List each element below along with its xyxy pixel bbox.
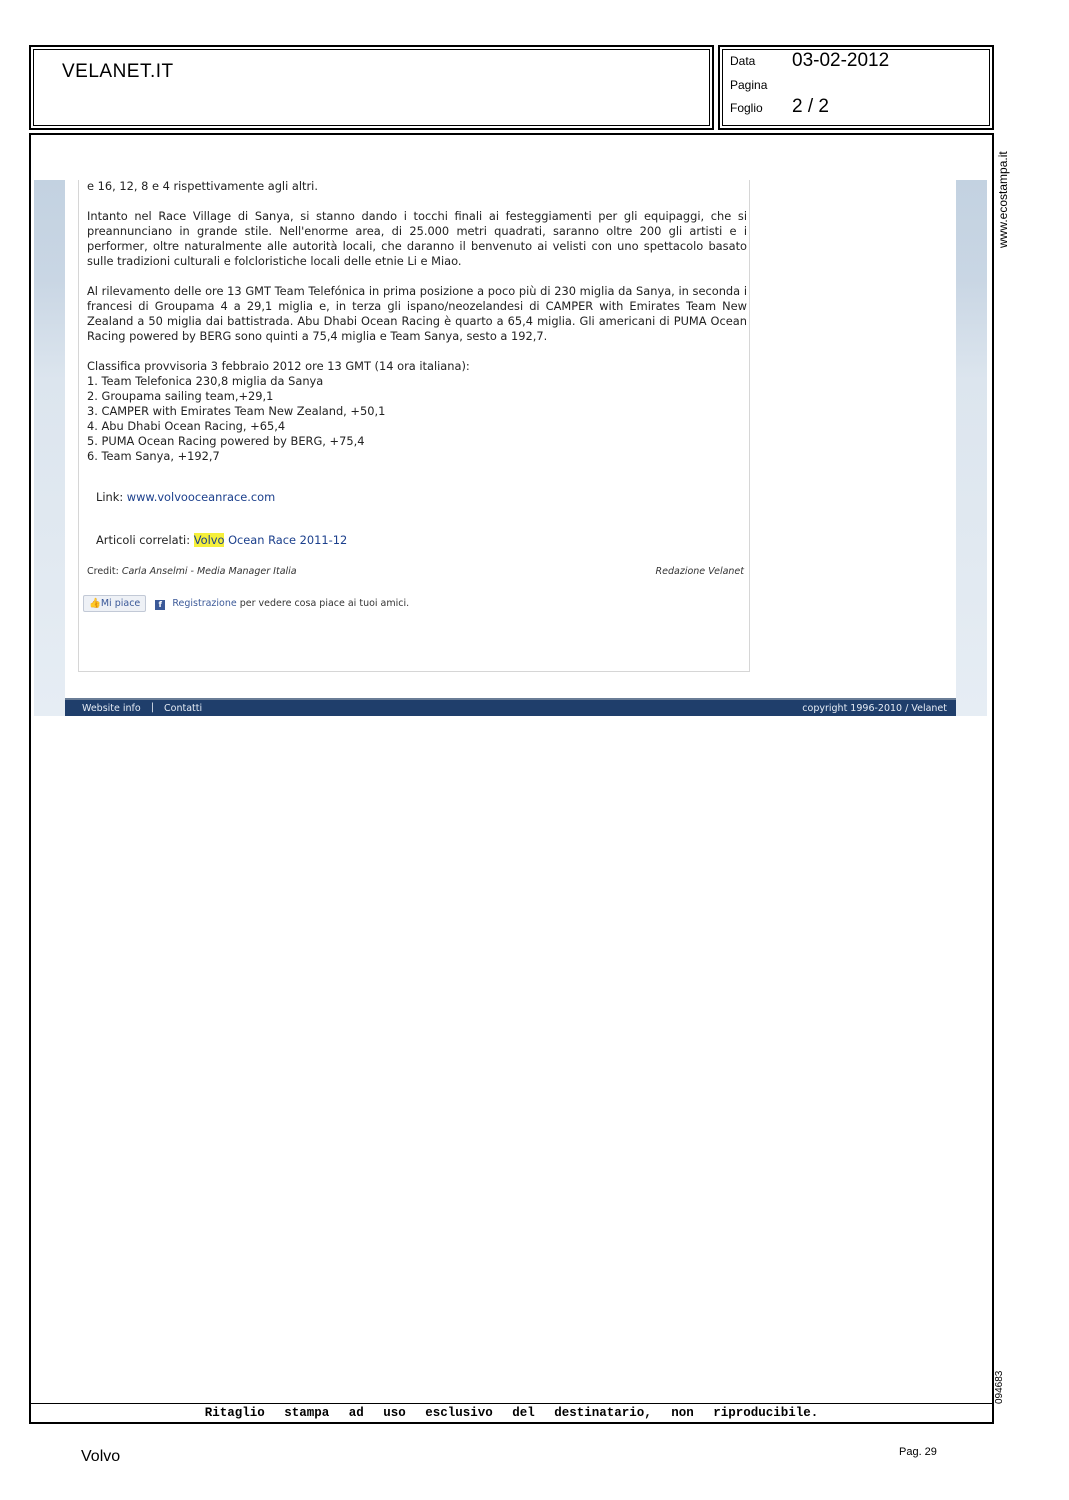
article-paragraph-1: Intanto nel Race Village di Sanya, si stanno dando i tocchi finali ai festeggiamenti per gli equipaggi, che si preannunciano in grande stile. Nell'enorme area, di 25.000 metri quadrati, saranno oltre 200 gli artisti e i performer, oltre naturalmente alle autorità locali, che daranno il benvenuto ai velisti con uno spettacolo basato sulle tradizioni culturali e folcloristiche locali delle etnie Li e Miao. <box>87 209 747 268</box>
side-url-text: www.ecostampa.it <box>996 151 1010 248</box>
article-text <box>87 180 747 464</box>
data-value: 03-02-2012 <box>792 50 890 71</box>
facebook-like-row <box>83 595 409 612</box>
keyword-label: Volvo <box>81 1448 121 1465</box>
link-label: Link: <box>96 490 124 504</box>
credit-row <box>87 566 744 577</box>
site-footer <box>65 698 956 716</box>
data-label: Data <box>730 54 756 68</box>
list-item: 1. Team Telefonica 230,8 miglia da Sanya <box>87 374 324 388</box>
list-item: 2. Groupama sailing team,+29,1 <box>87 389 274 403</box>
list-item: 6. Team Sanya, +192,7 <box>87 449 220 463</box>
web-clipping <box>34 180 987 716</box>
list-item: 3. CAMPER with Emirates Team New Zealand, +50,1 <box>87 404 386 418</box>
pagina-label: Pagina <box>730 78 768 92</box>
like-label: Mi piace <box>100 598 141 609</box>
volvo-ocean-race-link[interactable]: www.volvooceanrace.com <box>126 490 276 504</box>
standings-title: Classifica provvisoria 3 febbraio 2012 ore 13 GMT (14 ora italiana): <box>87 359 470 373</box>
right-background-strip <box>956 180 987 716</box>
disclaimer-bar <box>31 1403 992 1422</box>
list-item: 5. PUMA Ocean Racing powered by BERG, +75,4 <box>87 434 365 448</box>
article-paragraph-2: Al rilevamento delle ore 13 GMT Team Telefónica in prima posizione a poco più di 230 miglia da Sanya, in seconda i francesi di Groupama 4 a 29,1 miglia e, in terza gli ispano/neozelandesi di CAMPER with Emirates Team New Zealand a 50 miglia dai battistrada. Abu Dhabi Ocean Racing è quarto a 65,4 miglia. Gli americani di PUMA Ocean Racing powered by BERG sono quinti a 75,4 miglia e Team Sanya, sesto a 192,7. <box>87 284 747 343</box>
header-meta-box <box>718 45 994 130</box>
disclaimer-text: Ritaglio stampa ad uso esclusivo del destinatario, non riproducibile. <box>204 1406 819 1420</box>
footer-separator: | <box>151 702 155 713</box>
publication-name: VELANET.IT <box>62 61 174 82</box>
related-label: Articoli correlati: <box>96 533 191 547</box>
page-body <box>65 180 956 698</box>
related-article-title: Ocean Race 2011-12 <box>224 533 348 547</box>
footer-copyright: copyright 1996-2010 / Velanet <box>802 703 947 714</box>
page-number: Pag. 29 <box>899 1446 937 1458</box>
side-url <box>980 148 1032 248</box>
credit-label: Credit: <box>87 566 119 577</box>
foglio-value: 2 / 2 <box>792 96 829 117</box>
facebook-icon: f <box>155 600 165 610</box>
keyword-highlight: Volvo <box>193 533 225 547</box>
redazione-label: Redazione Velanet <box>655 566 744 577</box>
article-lead: e 16, 12, 8 e 4 rispettivamente agli altri. <box>87 180 318 193</box>
article-box <box>78 180 750 672</box>
like-button[interactable] <box>83 595 146 612</box>
related-article-link[interactable] <box>194 533 348 547</box>
website-info-link[interactable]: Website info <box>82 703 141 714</box>
list-item: 4. Abu Dhabi Ocean Racing, +65,4 <box>87 419 286 433</box>
thumbs-up-icon: 👍 <box>89 598 101 609</box>
credit-value: Carla Anselmi - Media Manager Italia <box>121 566 297 577</box>
facebook-prompt-text: per vedere cosa piace ai tuoi amici. <box>236 598 410 609</box>
link-row <box>96 490 275 504</box>
left-background-strip <box>34 180 65 716</box>
header-publication-box <box>29 45 714 130</box>
foglio-label: Foglio <box>730 101 763 115</box>
contatti-link[interactable]: Contatti <box>164 703 203 714</box>
side-code-text: 094683 <box>994 1370 1005 1404</box>
standings-list <box>87 359 747 464</box>
registrazione-link[interactable]: Registrazione <box>172 598 237 609</box>
related-articles-row <box>96 533 347 547</box>
